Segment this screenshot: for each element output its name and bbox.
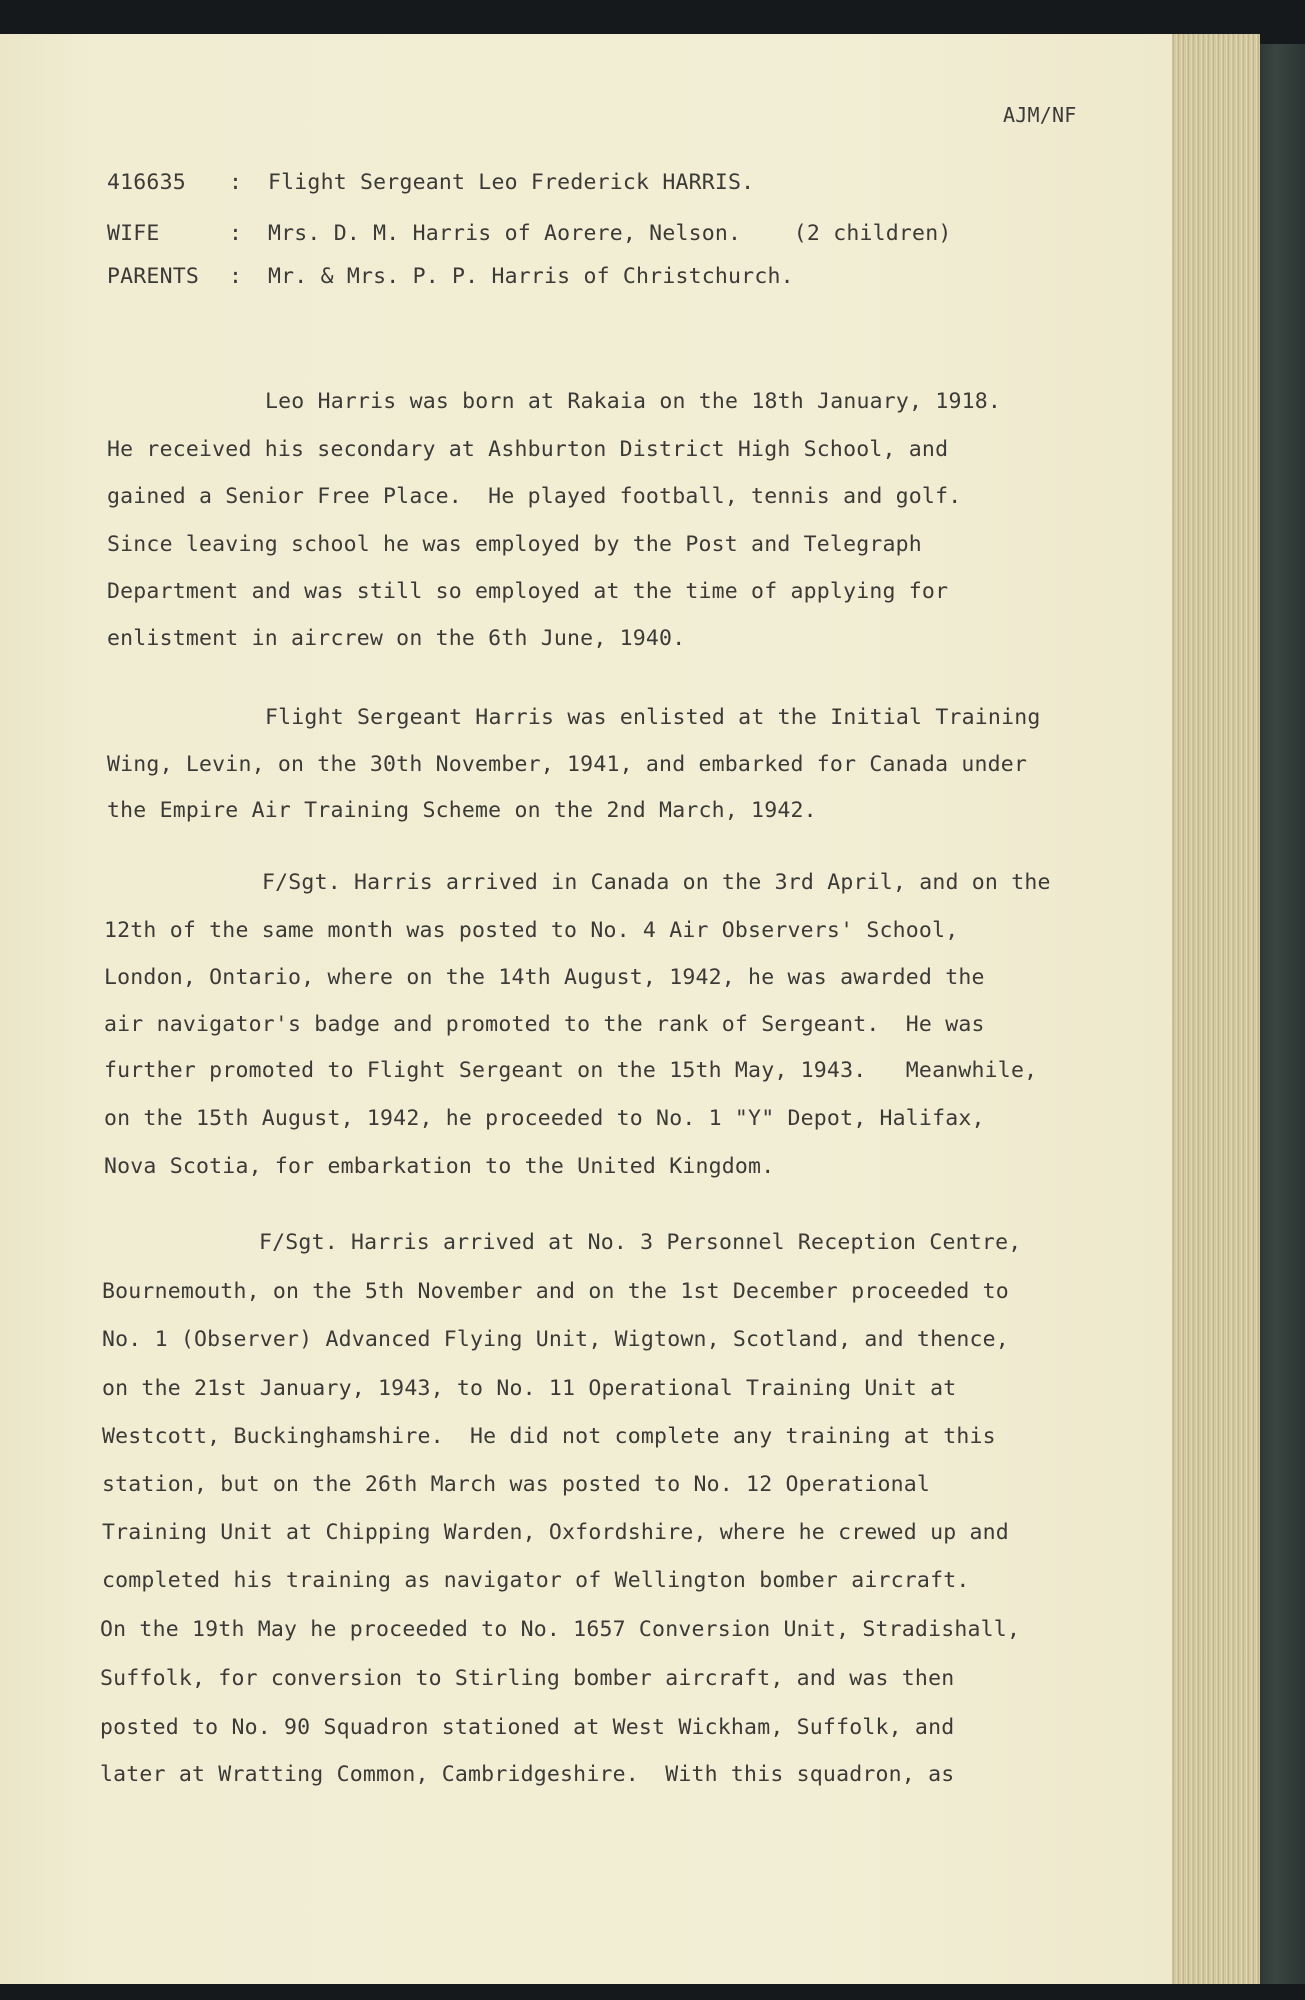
file-reference: AJM/NF [1003,103,1077,127]
parents-value: Mr. & Mrs. P. P. Harris of Christchurch. [268,264,794,289]
separator: : [229,170,243,195]
wife-label: WIFE [107,221,160,246]
wife-value: Mrs. D. M. Harris of Aorere, Nelson. (2 children) [268,221,952,246]
paragraph-line: further promoted to Flight Sergeant on the 15th May, 1943. Meanwhile, [104,1058,1038,1083]
service-number: 416635 [107,170,186,195]
paragraph-line: station, but on the 26th March was posted to No. 12 Operational [102,1472,931,1497]
paragraph-line: air navigator's badge and promoted to the rank of Sergeant. He was [104,1012,985,1037]
paragraph-line: Nova Scotia, for embarkation to the United Kingdom. [104,1154,775,1179]
paragraph-line: F/Sgt. Harris arrived in Canada on the 3rd April, and on the [262,870,1051,895]
paragraph-line: posted to No. 90 Squadron stationed at West Wickham, Suffolk, and [100,1715,955,1740]
paragraph-line: He received his secondary at Ashburton District High School, and [107,437,949,462]
separator: : [229,221,243,246]
paragraph-line: Leo Harris was born at Rakaia on the 18th January, 1918. [265,389,1002,414]
paragraph-line: Wing, Levin, on the 30th November, 1941, and embarked for Canada under [107,752,1028,777]
document-page [0,34,1172,1984]
paragraph-line: London, Ontario, where on the 14th August, 1942, he was awarded the [104,965,985,990]
paragraph-line: F/Sgt. Harris arrived at No. 3 Personnel Reception Centre, [259,1230,1022,1255]
paragraph-line: gained a Senior Free Place. He played football, tennis and golf. [107,484,962,509]
paragraph-line: Westcott, Buckinghamshire. He did not complete any training at this [102,1424,996,1449]
paragraph-line: Since leaving school he was employed by the Post and Telegraph [107,532,922,557]
airman-name: Flight Sergeant Leo Frederick HARRIS. [268,170,755,195]
book-binding [1255,44,1305,1984]
page-edges [1165,34,1260,1984]
separator: : [229,264,243,289]
paragraph-line: later at Wratting Common, Cambridgeshire. With this squadron, as [100,1762,955,1787]
paragraph-line: enlistment in aircrew on the 6th June, 1940. [107,626,686,651]
paragraph-line: Bournemouth, on the 5th November and on the 1st December proceeded to [102,1279,1009,1304]
paragraph-line: on the 21st January, 1943, to No. 11 Operational Training Unit at [102,1376,957,1401]
paragraph-line: Training Unit at Chipping Warden, Oxfordshire, where he crewed up and [102,1520,1009,1545]
parents-label: PARENTS [107,264,200,289]
paragraph-line: Department and was still so employed at the time of applying for [107,579,949,604]
paragraph-line: completed his training as navigator of Wellington bomber aircraft. [102,1568,970,1593]
paragraph-line: 12th of the same month was posted to No. 4 Air Observers' School, [104,918,959,943]
paragraph-line: No. 1 (Observer) Advanced Flying Unit, Wigtown, Scotland, and thence, [102,1327,1009,1352]
paragraph-line: Flight Sergeant Harris was enlisted at the Initial Training [265,705,1041,730]
paragraph-line: the Empire Air Training Scheme on the 2nd March, 1942. [107,798,817,823]
paragraph-line: Suffolk, for conversion to Stirling bomber aircraft, and was then [100,1666,955,1691]
paragraph-line: On the 19th May he proceeded to No. 1657 Conversion Unit, Stradishall, [100,1617,1021,1642]
paragraph-line: on the 15th August, 1942, he proceeded to No. 1 "Y" Depot, Halifax, [104,1106,985,1131]
